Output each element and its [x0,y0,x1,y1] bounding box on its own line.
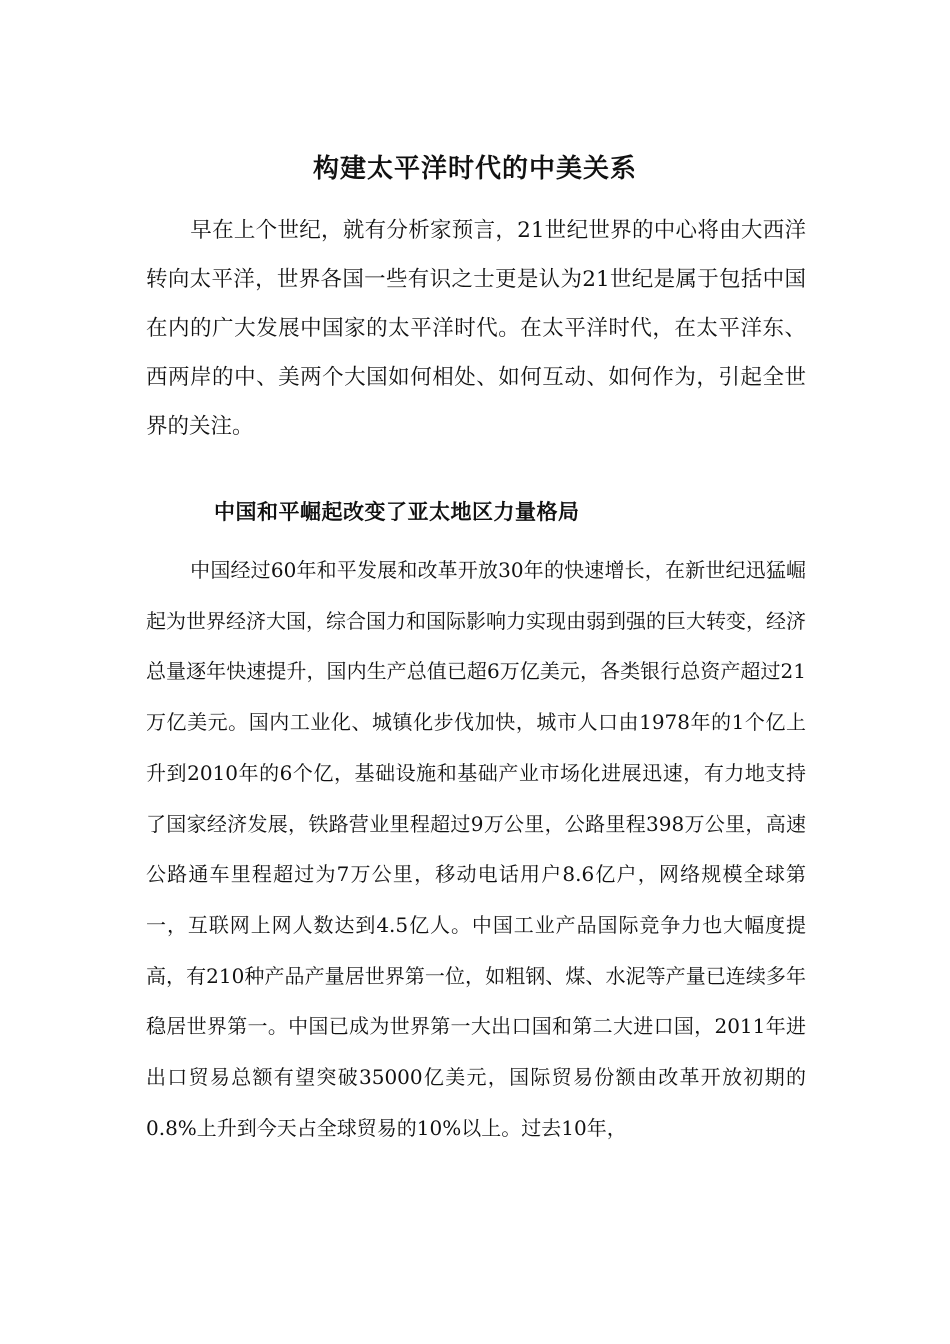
intro-paragraph [146,206,806,451]
intro-paragraph-text: 早在上个世纪，就有分析家预言，21世纪世界的中心将由大西洋转向太平洋，世界各国一些有识之士更是认为21世纪是属于包括中国在内的广大发展中国家的太平洋时代。在太平洋时代，在太平洋东、西两岸的中、美两个大国如何相处、如何互动、如何作为，引起全世界的关注。 [146,218,806,439]
section-heading: 中国和平崛起改变了亚太地区力量格局 [214,500,580,525]
body-paragraph [146,545,806,1153]
body-paragraph-text: 中国经过60年和平发展和改革开放30年的快速增长，在新世纪迅猛崛起为世界经济大国，综合国力和国际影响力实现由弱到强的巨大转变，经济总量逐年快速提升，国内生产总值已超6万亿美元，各类银行总资产超过21万亿美元。国内工业化、城镇化步伐加快，城市人口由1978年的1个亿上升到2010年的6个亿，基础设施和基础产业市场化进展迅速，有力地支持了国家经济发展，铁路营业里程超过9万公里，公路里程398万公里，高速公路通车里程超过为7万公里，移动电话用户8.6亿户，网络规模全球第一，互联网上网人数达到4.5亿人。中国工业产品国际竞争力也大幅度提高，有210种产品产量居世界第一位，如粗钢、煤、水泥等产量已连续多年稳居世界第一。中国已成为世界第一大出口国和第二大进口国，2011年进出口贸易总额有望突破35000亿美元，国际贸易份额由改革开放初期的0.8%上升到今天占全球贸易的10%以上。过去10年， [146,558,806,1140]
page-title: 构建太平洋时代的中美关系 [312,154,637,185]
